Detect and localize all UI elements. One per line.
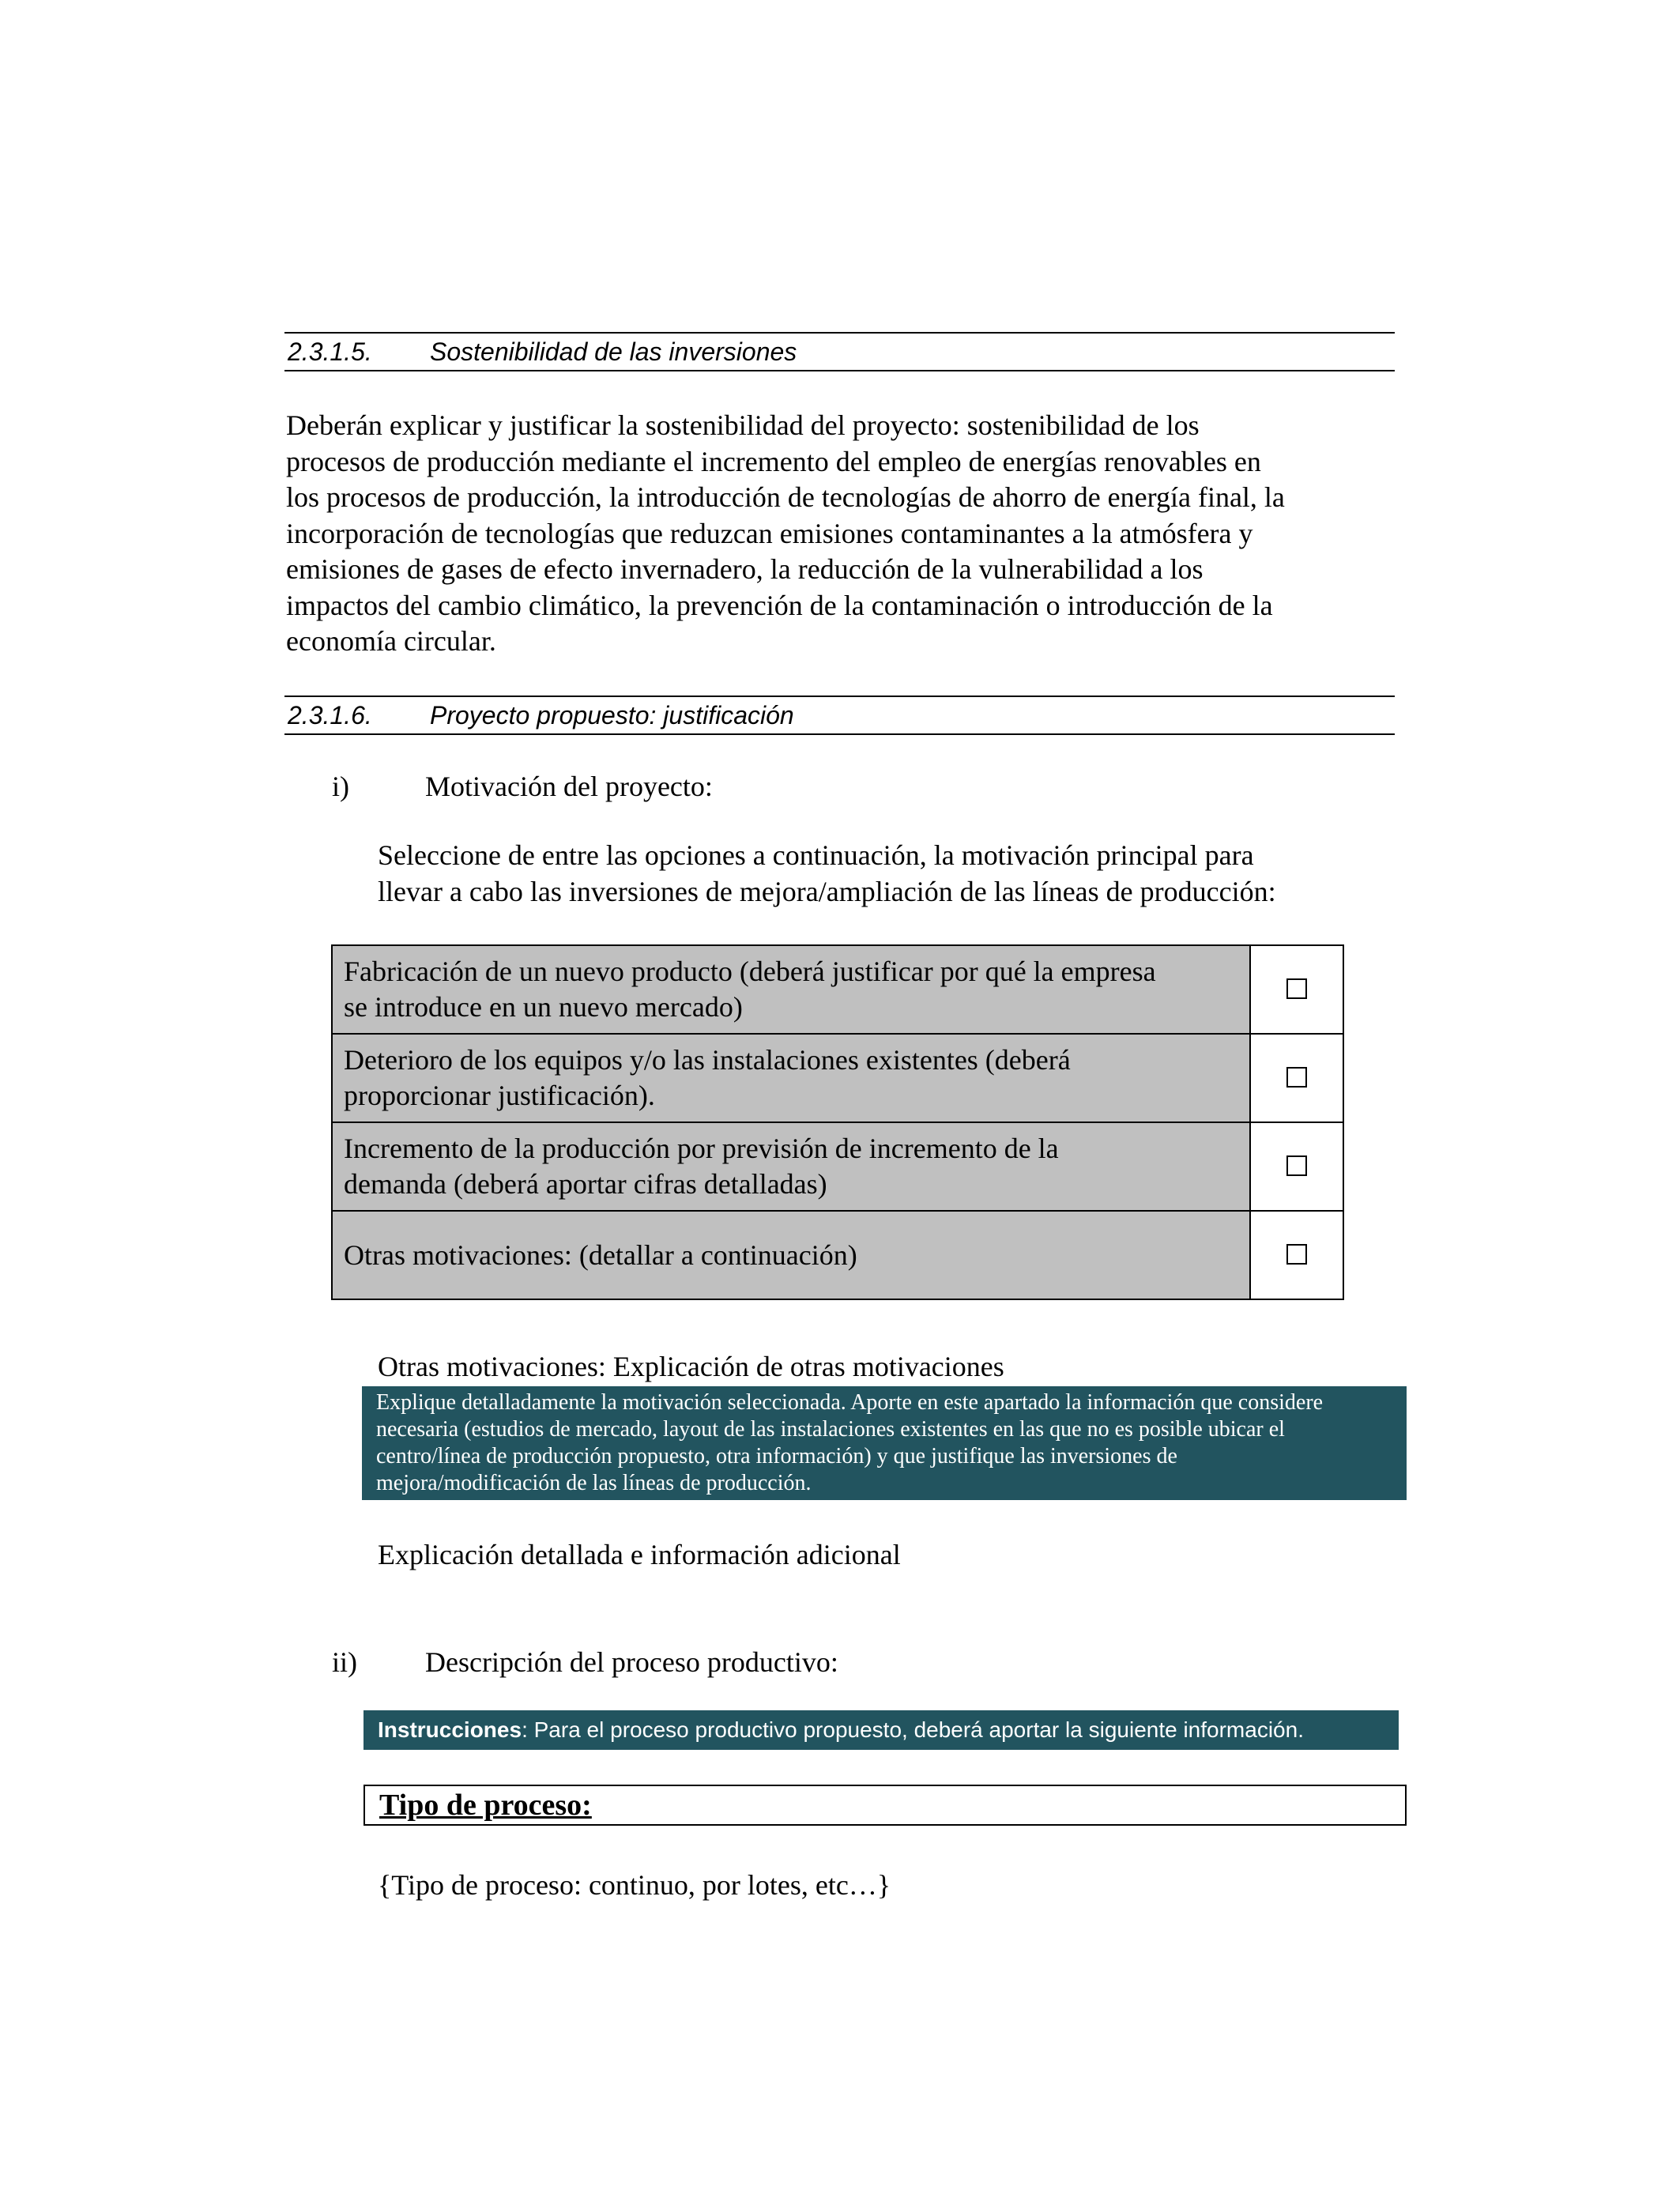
other-motivations-heading: Otras motivaciones: Explicación de otras motivaciones [378,1351,1004,1382]
option-row [332,1211,1343,1299]
option-line: se introduce en un nuevo mercado) [344,991,743,1023]
paragraph-line: economía circular. [286,625,496,657]
section-title: Sostenibilidad de las inversiones [430,337,797,366]
paragraph-line: procesos de producción mediante el incremento del empleo de energías renovables en [286,445,1261,477]
option-line: proporcionar justificación). [344,1080,655,1111]
option-row [332,945,1343,1034]
section-number: 2.3.1.5. [288,337,372,366]
paragraph-line: Deberán explicar y justificar la sostenibilidad del proyecto: sostenibilidad de los [286,409,1200,441]
item-i-marker: i) [332,771,349,802]
option-row [332,1034,1343,1122]
option-checkbox-cell [1250,1211,1343,1299]
option-checkbox-cell [1250,945,1343,1034]
checkbox-new-product[interactable] [1286,978,1307,999]
process-type-label: Tipo de proceso: [379,1789,592,1822]
option-checkbox-cell [1250,1034,1343,1122]
instructions-box [363,1710,1399,1750]
help-box [362,1386,1407,1500]
option-line: Otras motivaciones: (detallar a continuación) [344,1238,857,1271]
option-checkbox-cell [1250,1122,1343,1211]
item-ii-label: Descripción del proceso productivo: [425,1646,838,1678]
process-type-field[interactable]: {Tipo de proceso: continuo, por lotes, etc…} [378,1869,891,1901]
motivation-options-table [331,944,1344,1300]
help-line: centro/línea de producción propuesto, otra información) y que justifique las inversiones de [376,1444,1177,1468]
section-number: 2.3.1.6. [288,700,372,729]
sustainability-paragraph [286,408,1400,660]
section-header-2-3-1-6 [284,696,1395,735]
section-header-2-3-1-5 [284,332,1395,371]
motivation-intro [378,838,1405,910]
paragraph-line: incorporación de tecnologías que reduzcan emisiones contaminantes a la atmósfera y [286,517,1253,549]
option-line: Deterioro de los equipos y/o las instalaciones existentes (deberá [344,1044,1071,1076]
process-type-header [363,1785,1407,1826]
option-label [332,945,1250,1034]
checkbox-production-increase[interactable] [1286,1155,1307,1176]
checkbox-other-motivations[interactable] [1286,1244,1307,1265]
option-line: Incremento de la producción por previsión de incremento de la [344,1133,1059,1164]
option-label [332,1122,1250,1211]
section-title: Proyecto propuesto: justificación [430,700,794,729]
option-label [332,1034,1250,1122]
option-line: Fabricación de un nuevo producto (deberá justificar por qué la empresa [344,956,1156,987]
instructions-bold: Instrucciones [378,1717,522,1742]
item-ii-marker: ii) [332,1646,357,1678]
paragraph-line: impactos del cambio climático, la prevención de la contaminación o introducción de la [286,589,1273,621]
option-label [332,1211,1250,1299]
instructions-text: : Para el proceso productivo propuesto, deberá aportar la siguiente información. [522,1717,1304,1742]
option-row [332,1122,1343,1211]
help-line: necesaria (estudios de mercado, layout de las instalaciones existentes en las que no es posible ubicar el [376,1417,1285,1442]
paragraph-line: emisiones de gases de efecto invernadero, la reducción de la vulnerabilidad a los [286,553,1203,585]
option-line: demanda (deberá aportar cifras detalladas) [344,1168,827,1200]
checkbox-equipment-deterioration[interactable] [1286,1067,1307,1088]
item-i-label: Motivación del proyecto: [425,771,713,802]
help-line: Explique detalladamente la motivación seleccionada. Aporte en este apartado la información que considere [376,1390,1324,1415]
paragraph-line: los procesos de producción, la introducción de tecnologías de ahorro de energía final, la [286,481,1285,513]
intro-line: Seleccione de entre las opciones a continuación, la motivación principal para [378,839,1254,871]
intro-line: llevar a cabo las inversiones de mejora/ampliación de las líneas de producción: [378,875,1276,907]
detail-text-field[interactable]: Explicación detallada e información adicional [378,1539,901,1570]
help-line: mejora/modificación de las líneas de producción. [376,1471,812,1495]
